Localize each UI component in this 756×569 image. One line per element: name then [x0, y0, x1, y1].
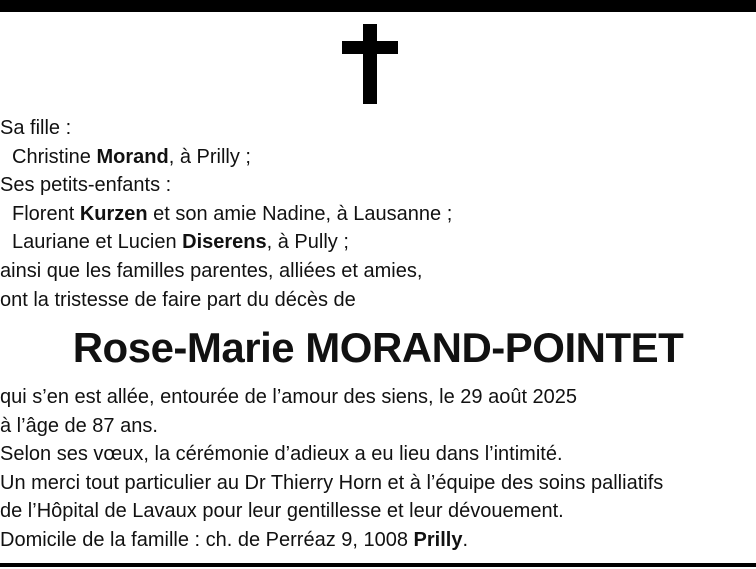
cross-icon	[342, 24, 398, 104]
notice-details	[0, 383, 663, 555]
detail-line: qui s’en est allée, entourée de l’amour des siens, le 29 août 2025	[0, 386, 578, 408]
top-border	[0, 0, 756, 12]
intro-line: Sa fille :	[0, 117, 72, 139]
detail-line: de l’Hôpital de Lavaux pour leur gentillesse et leur dévouement.	[0, 500, 564, 523]
detail-line: à l’âge de 87 ans.	[0, 414, 158, 437]
family-address: Domicile de la famille : ch. de Perréaz 9, 1008 Prilly.	[0, 528, 469, 551]
intro-line: Ses petits-enfants :	[0, 174, 172, 197]
detail-line: Selon ses vœux, la cérémonie d’adieux a eu lieu dans l’intimité.	[0, 443, 563, 466]
family-intro	[0, 114, 452, 314]
intro-line-grandchild: Lauriane et Lucien Diserens, à Pully ;	[12, 231, 349, 254]
bottom-border	[0, 563, 756, 567]
intro-line-grandchild: Florent Kurzen et son amie Nadine, à Lausanne ;	[12, 202, 453, 225]
deceased-name: Rose-Marie MORAND-POINTET	[72, 324, 684, 371]
intro-line-daughter: Christine Morand, à Prilly ;	[12, 145, 251, 168]
intro-line: ainsi que les familles parentes, alliées et amies,	[0, 259, 423, 282]
detail-line: Un merci tout particulier au Dr Thierry Horn et à l’équipe des soins palliatifs	[0, 471, 664, 494]
intro-line: ont la tristesse de faire part du décès de	[0, 288, 356, 311]
